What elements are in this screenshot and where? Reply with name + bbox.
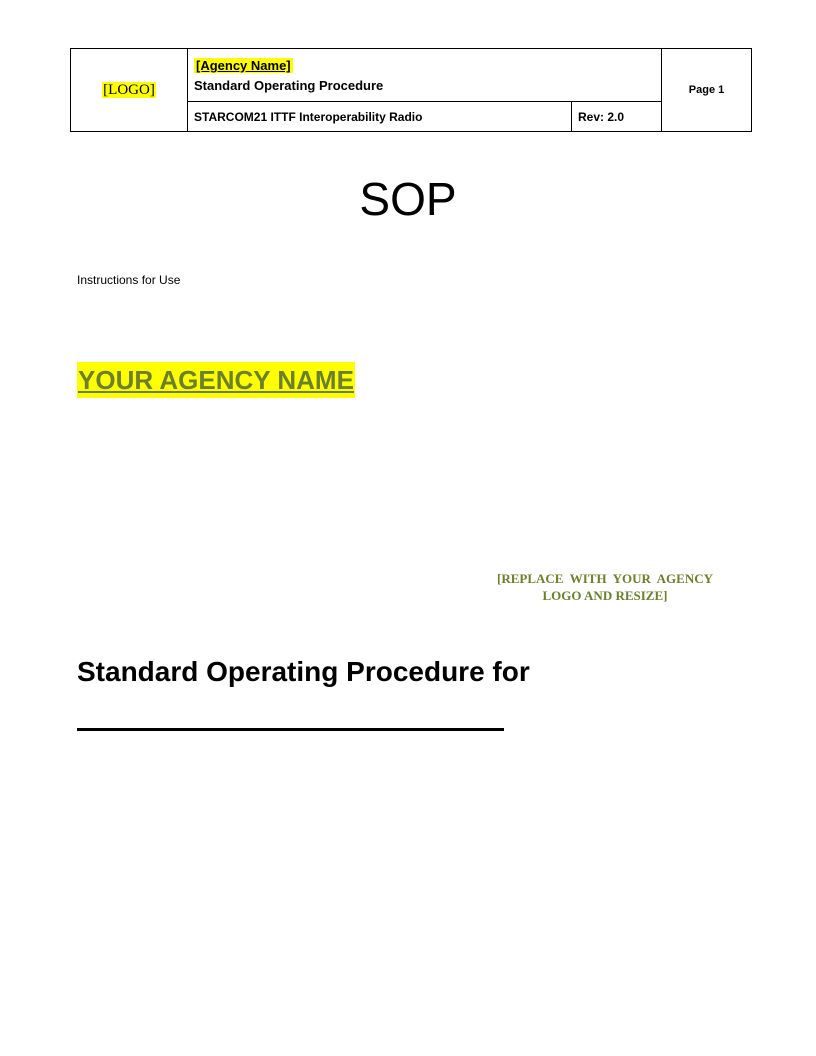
header-revision: Rev: 2.0 [572,102,662,132]
logo-placeholder-text: [LOGO] [103,82,155,98]
page-number: Page 1 [662,49,752,132]
header-agency-name: [Agency Name] [196,58,291,74]
procedure-title: Standard Operating Procedure for [77,656,530,687]
logo-placeholder-line2: LOGO AND RESIZE] [542,588,668,603]
agency-logo-placeholder [490,570,720,604]
header-doc-type: Standard Operating Procedure [194,78,384,94]
instructions-label: Instructions for Use [77,273,181,287]
logo-cell [71,49,188,132]
sop-heading: SOP [359,173,457,225]
title-cell [188,49,662,102]
header-table [70,48,752,132]
agency-name-heading: YOUR AGENCY NAME [77,362,355,398]
fill-in-blank-line [77,728,504,731]
logo-placeholder-line1: [REPLACE WITH YOUR AGENCY [497,571,713,586]
header-radio-title: STARCOM21 ITTF Interoperability Radio [188,102,572,132]
